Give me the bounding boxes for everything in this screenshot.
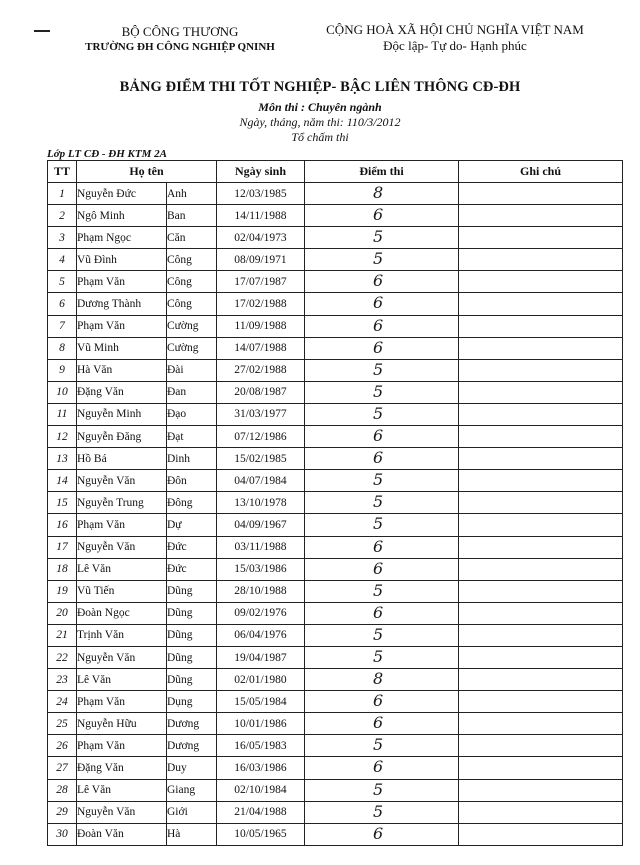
surname-cell: Đặng Văn xyxy=(77,757,167,779)
birth-date-cell: 17/07/1987 xyxy=(217,271,305,293)
score-cell xyxy=(305,448,459,470)
row-number: 2 xyxy=(48,205,77,227)
given-name-cell: Đạt xyxy=(167,426,217,448)
note-cell xyxy=(459,249,623,271)
birth-date-cell: 27/02/1988 xyxy=(217,359,305,381)
row-number: 9 xyxy=(48,359,77,381)
surname-cell: Nguyễn Đăng xyxy=(77,426,167,448)
birth-date-cell: 28/10/1988 xyxy=(217,580,305,602)
handwritten-score: 6 xyxy=(373,448,384,468)
birth-date-cell: 10/01/1986 xyxy=(217,713,305,735)
handwritten-score: 5 xyxy=(373,492,384,512)
given-name-cell: Giang xyxy=(167,779,217,801)
handwritten-score: 8 xyxy=(373,669,384,689)
row-number: 16 xyxy=(48,514,77,536)
row-number: 17 xyxy=(48,536,77,558)
handwritten-score: 5 xyxy=(373,646,384,666)
note-cell xyxy=(459,580,623,602)
table-row xyxy=(48,470,623,492)
handwritten-score: 6 xyxy=(373,757,384,777)
row-number: 27 xyxy=(48,757,77,779)
handwritten-score: 6 xyxy=(373,823,384,843)
given-name-cell: Đan xyxy=(167,381,217,403)
row-number: 30 xyxy=(48,823,77,845)
table-row xyxy=(48,448,623,470)
given-name-cell: Giới xyxy=(167,801,217,823)
birth-date-cell: 02/01/1980 xyxy=(217,669,305,691)
score-cell xyxy=(305,183,459,205)
birth-date-cell: 15/03/1986 xyxy=(217,558,305,580)
row-number: 26 xyxy=(48,735,77,757)
given-name-cell: Đạo xyxy=(167,403,217,425)
note-cell xyxy=(459,823,623,845)
birth-date-cell: 10/05/1965 xyxy=(217,823,305,845)
surname-cell: Hà Văn xyxy=(77,359,167,381)
row-number: 14 xyxy=(48,470,77,492)
birth-date-cell: 12/03/1985 xyxy=(217,183,305,205)
handwritten-score: 6 xyxy=(373,691,384,711)
handwritten-score: 5 xyxy=(373,624,384,644)
given-name-cell: Đài xyxy=(167,359,217,381)
score-cell xyxy=(305,249,459,271)
score-cell xyxy=(305,470,459,492)
score-cell xyxy=(305,514,459,536)
row-number: 15 xyxy=(48,492,77,514)
note-cell xyxy=(459,646,623,668)
row-number: 29 xyxy=(48,801,77,823)
handwritten-score: 6 xyxy=(373,293,384,313)
note-cell xyxy=(459,691,623,713)
row-number: 4 xyxy=(48,249,77,271)
table-row xyxy=(48,514,623,536)
birth-date-cell: 16/03/1986 xyxy=(217,757,305,779)
table-row xyxy=(48,205,623,227)
table-row xyxy=(48,536,623,558)
given-name-cell: Dụng xyxy=(167,691,217,713)
surname-cell: Lê Văn xyxy=(77,779,167,801)
score-cell xyxy=(305,293,459,315)
table-row xyxy=(48,271,623,293)
score-cell xyxy=(305,779,459,801)
surname-cell: Nguyễn Văn xyxy=(77,646,167,668)
note-cell xyxy=(459,602,623,624)
row-number: 21 xyxy=(48,624,77,646)
given-name-cell: Cường xyxy=(167,337,217,359)
birth-date-cell: 31/03/1977 xyxy=(217,403,305,425)
note-cell xyxy=(459,514,623,536)
given-name-cell: Đức xyxy=(167,558,217,580)
table-row xyxy=(48,580,623,602)
birth-date-cell: 14/11/1988 xyxy=(217,205,305,227)
given-name-cell: Công xyxy=(167,249,217,271)
class-label: Lớp LT CĐ - ĐH KTM 2A xyxy=(47,148,167,160)
header-score: Điểm thi xyxy=(305,161,459,183)
given-name-cell: Dũng xyxy=(167,669,217,691)
surname-cell: Phạm Văn xyxy=(77,271,167,293)
header-dob: Ngày sinh xyxy=(217,161,305,183)
given-name-cell: Đông xyxy=(167,492,217,514)
table-row xyxy=(48,492,623,514)
given-name-cell: Dũng xyxy=(167,646,217,668)
handwritten-score: 6 xyxy=(373,602,384,622)
pen-mark xyxy=(34,30,50,32)
score-cell xyxy=(305,381,459,403)
table-row xyxy=(48,426,623,448)
note-cell xyxy=(459,713,623,735)
header-tt: TT xyxy=(48,161,77,183)
row-number: 13 xyxy=(48,448,77,470)
surname-cell: Phạm Văn xyxy=(77,735,167,757)
birth-date-cell: 07/12/1986 xyxy=(217,426,305,448)
score-cell xyxy=(305,271,459,293)
table-row xyxy=(48,757,623,779)
header-left xyxy=(60,24,300,54)
handwritten-score: 5 xyxy=(373,580,384,600)
national-motto: Độc lập- Tự do- Hạnh phúc xyxy=(383,38,527,53)
note-cell xyxy=(459,293,623,315)
note-cell xyxy=(459,624,623,646)
handwritten-score: 5 xyxy=(373,470,384,490)
score-cell xyxy=(305,624,459,646)
score-cell xyxy=(305,580,459,602)
surname-cell: Phạm Văn xyxy=(77,315,167,337)
table-row xyxy=(48,249,623,271)
table-body xyxy=(48,183,623,846)
score-cell xyxy=(305,337,459,359)
score-table xyxy=(47,160,623,846)
birth-date-cell: 02/04/1973 xyxy=(217,227,305,249)
given-name-cell: Ban xyxy=(167,205,217,227)
handwritten-score: 5 xyxy=(373,359,384,379)
table-row xyxy=(48,558,623,580)
handwritten-score: 5 xyxy=(373,514,384,534)
surname-cell: Nguyễn Hữu xyxy=(77,713,167,735)
given-name-cell: Hà xyxy=(167,823,217,845)
note-cell xyxy=(459,426,623,448)
score-cell xyxy=(305,757,459,779)
score-cell xyxy=(305,558,459,580)
given-name-cell: Anh xyxy=(167,183,217,205)
surname-cell: Dương Thành xyxy=(77,293,167,315)
note-cell xyxy=(459,271,623,293)
surname-cell: Đoàn Ngọc xyxy=(77,602,167,624)
surname-cell: Vũ Tiến xyxy=(77,580,167,602)
given-name-cell: Dương xyxy=(167,735,217,757)
given-name-cell: Duy xyxy=(167,757,217,779)
score-cell xyxy=(305,403,459,425)
row-number: 5 xyxy=(48,271,77,293)
given-name-cell: Dự xyxy=(167,514,217,536)
score-cell xyxy=(305,823,459,845)
given-name-cell: Công xyxy=(167,293,217,315)
handwritten-score: 5 xyxy=(373,779,384,799)
surname-cell: Nguyễn Trung xyxy=(77,492,167,514)
given-name-cell: Căn xyxy=(167,227,217,249)
document-title: BẢNG ĐIỂM THI TỐT NGHIỆP- BẬC LIÊN THÔNG CĐ-ĐH xyxy=(119,79,521,95)
birth-date-cell: 15/02/1985 xyxy=(217,448,305,470)
given-name-cell: Đôn xyxy=(167,470,217,492)
surname-cell: Nguyễn Văn xyxy=(77,470,167,492)
row-number: 10 xyxy=(48,381,77,403)
note-cell xyxy=(459,205,623,227)
note-cell xyxy=(459,735,623,757)
note-cell xyxy=(459,403,623,425)
birth-date-cell: 02/10/1984 xyxy=(217,779,305,801)
note-cell xyxy=(459,669,623,691)
score-cell xyxy=(305,735,459,757)
given-name-cell: Dũng xyxy=(167,602,217,624)
birth-date-cell: 06/04/1976 xyxy=(217,624,305,646)
table-row xyxy=(48,669,623,691)
row-number: 25 xyxy=(48,713,77,735)
note-cell xyxy=(459,470,623,492)
row-number: 18 xyxy=(48,558,77,580)
row-number: 12 xyxy=(48,426,77,448)
given-name-cell: Đức xyxy=(167,536,217,558)
birth-date-cell: 09/02/1976 xyxy=(217,602,305,624)
row-number: 7 xyxy=(48,315,77,337)
table-row xyxy=(48,691,623,713)
surname-cell: Nguyễn Văn xyxy=(77,801,167,823)
note-cell xyxy=(459,183,623,205)
table-row xyxy=(48,293,623,315)
surname-cell: Phạm Văn xyxy=(77,691,167,713)
surname-cell: Nguyễn Đức xyxy=(77,183,167,205)
birth-date-cell: 17/02/1988 xyxy=(217,293,305,315)
table-row xyxy=(48,315,623,337)
row-number: 6 xyxy=(48,293,77,315)
table-row xyxy=(48,359,623,381)
surname-cell: Phạm Văn xyxy=(77,514,167,536)
handwritten-score: 5 xyxy=(373,381,384,401)
given-name-cell: Cường xyxy=(167,315,217,337)
given-name-cell: Dương xyxy=(167,713,217,735)
header-right xyxy=(305,22,605,54)
surname-cell: Vũ Minh xyxy=(77,337,167,359)
surname-cell: Lê Văn xyxy=(77,558,167,580)
note-cell xyxy=(459,757,623,779)
score-cell xyxy=(305,315,459,337)
table-header-row xyxy=(48,161,623,183)
score-cell xyxy=(305,646,459,668)
row-number: 22 xyxy=(48,646,77,668)
school-name: TRƯỜNG ĐH CÔNG NGHIỆP QNINH xyxy=(85,41,275,53)
row-number: 28 xyxy=(48,779,77,801)
note-cell xyxy=(459,227,623,249)
score-cell xyxy=(305,227,459,249)
score-cell xyxy=(305,359,459,381)
surname-cell: Lê Văn xyxy=(77,669,167,691)
birth-date-cell: 04/09/1967 xyxy=(217,514,305,536)
surname-cell: Hồ Bá xyxy=(77,448,167,470)
birth-date-cell: 11/09/1988 xyxy=(217,315,305,337)
note-cell xyxy=(459,448,623,470)
birth-date-cell: 16/05/1983 xyxy=(217,735,305,757)
table-row xyxy=(48,801,623,823)
note-cell xyxy=(459,558,623,580)
note-cell xyxy=(459,492,623,514)
table-row xyxy=(48,823,623,845)
birth-date-cell: 04/07/1984 xyxy=(217,470,305,492)
surname-cell: Vũ Đình xyxy=(77,249,167,271)
handwritten-score: 6 xyxy=(373,426,384,446)
given-name-cell: Dinh xyxy=(167,448,217,470)
table-row xyxy=(48,646,623,668)
row-number: 24 xyxy=(48,691,77,713)
surname-cell: Đặng Văn xyxy=(77,381,167,403)
surname-cell: Ngô Minh xyxy=(77,205,167,227)
handwritten-score: 5 xyxy=(373,227,384,247)
handwritten-score: 6 xyxy=(373,713,384,733)
birth-date-cell: 08/09/1971 xyxy=(217,249,305,271)
table-row xyxy=(48,381,623,403)
note-cell xyxy=(459,779,623,801)
birth-date-cell: 14/07/1988 xyxy=(217,337,305,359)
table-row xyxy=(48,779,623,801)
table-row xyxy=(48,624,623,646)
note-cell xyxy=(459,315,623,337)
surname-cell: Nguyễn Minh xyxy=(77,403,167,425)
handwritten-score: 5 xyxy=(373,801,384,821)
surname-cell: Phạm Ngọc xyxy=(77,227,167,249)
grading-group: Tổ chấm thi xyxy=(291,130,349,144)
row-number: 8 xyxy=(48,337,77,359)
birth-date-cell: 21/04/1988 xyxy=(217,801,305,823)
given-name-cell: Công xyxy=(167,271,217,293)
score-cell xyxy=(305,205,459,227)
table-row xyxy=(48,602,623,624)
given-name-cell: Dũng xyxy=(167,580,217,602)
note-cell xyxy=(459,359,623,381)
birth-date-cell: 15/05/1984 xyxy=(217,691,305,713)
score-cell xyxy=(305,426,459,448)
exam-subject: Môn thi : Chuyên ngành xyxy=(258,100,382,114)
table-row xyxy=(48,735,623,757)
handwritten-score: 5 xyxy=(373,735,384,755)
birth-date-cell: 19/04/1987 xyxy=(217,646,305,668)
row-number: 19 xyxy=(48,580,77,602)
score-cell xyxy=(305,801,459,823)
given-name-cell: Dũng xyxy=(167,624,217,646)
row-number: 1 xyxy=(48,183,77,205)
note-cell xyxy=(459,801,623,823)
header-name: Họ tên xyxy=(77,161,217,183)
table-row xyxy=(48,403,623,425)
note-cell xyxy=(459,337,623,359)
score-cell xyxy=(305,602,459,624)
score-cell xyxy=(305,691,459,713)
table-row xyxy=(48,337,623,359)
country-name: CỘNG HOÀ XÃ HỘI CHỦ NGHĨA VIỆT NAM xyxy=(326,22,584,37)
table-row xyxy=(48,227,623,249)
note-cell xyxy=(459,536,623,558)
row-number: 11 xyxy=(48,403,77,425)
table-row xyxy=(48,183,623,205)
handwritten-score: 6 xyxy=(373,205,384,225)
surname-cell: Trịnh Văn xyxy=(77,624,167,646)
birth-date-cell: 13/10/1978 xyxy=(217,492,305,514)
birth-date-cell: 03/11/1988 xyxy=(217,536,305,558)
exam-date: Ngày, tháng, năm thi: 110/3/2012 xyxy=(239,115,401,129)
row-number: 23 xyxy=(48,669,77,691)
handwritten-score: 6 xyxy=(373,315,384,335)
score-cell xyxy=(305,536,459,558)
handwritten-score: 6 xyxy=(373,536,384,556)
header-note: Ghi chú xyxy=(459,161,623,183)
handwritten-score: 8 xyxy=(373,183,384,202)
table-row xyxy=(48,713,623,735)
score-cell xyxy=(305,669,459,691)
handwritten-score: 5 xyxy=(373,403,384,423)
handwritten-score: 6 xyxy=(373,337,384,357)
surname-cell: Đoàn Văn xyxy=(77,823,167,845)
handwritten-score: 6 xyxy=(373,271,384,291)
handwritten-score: 6 xyxy=(373,558,384,578)
row-number: 3 xyxy=(48,227,77,249)
birth-date-cell: 20/08/1987 xyxy=(217,381,305,403)
score-cell xyxy=(305,492,459,514)
note-cell xyxy=(459,381,623,403)
row-number: 20 xyxy=(48,602,77,624)
surname-cell: Nguyễn Văn xyxy=(77,536,167,558)
handwritten-score: 5 xyxy=(373,249,384,269)
score-cell xyxy=(305,713,459,735)
ministry-name: BỘ CÔNG THƯƠNG xyxy=(121,24,239,39)
